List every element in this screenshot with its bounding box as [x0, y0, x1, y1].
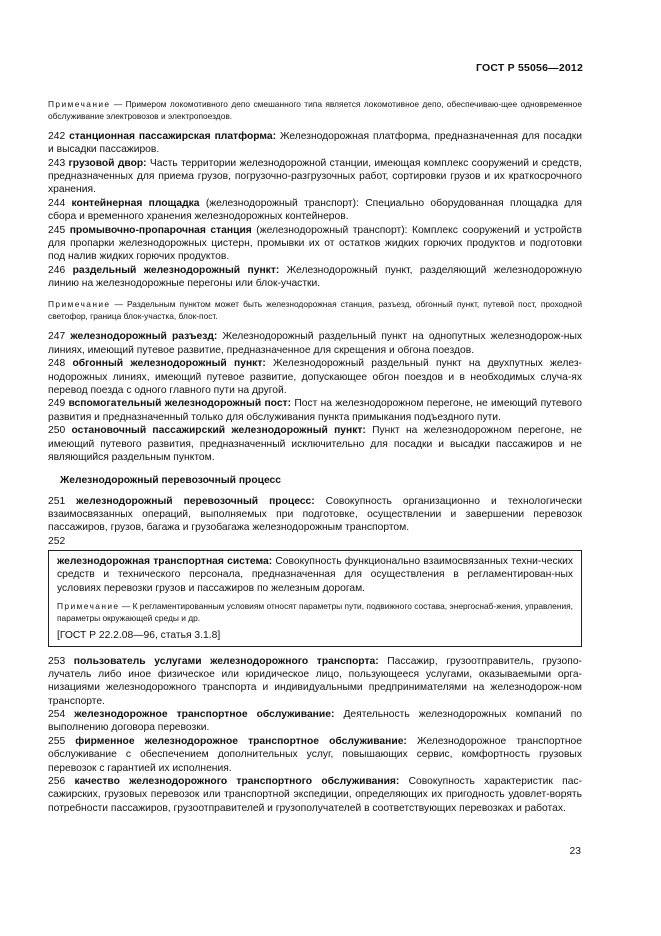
- entry-definition: Пассажир, грузоотправитель, грузопо-лучатель либо иное физическое или юридическое лицо, пользующееся услугами, оказываемыми орга-низациями железнодорожного транспорта и индивидуальными предпринимателями на железнодорож-ном транспорте.: [48, 655, 582, 707]
- entry-number: 253: [48, 655, 66, 667]
- entry-number: 243: [48, 157, 66, 169]
- term-entry-253: [48, 655, 582, 708]
- entry-definition: Часть территории железнодорожной станции, имеющая комплекс сооружений и средств, предназначенных для приема грузов, погрузочно-разгрузочных работ, сортировки грузов и их краткосрочного хранения.: [48, 157, 582, 196]
- term-entry-254: [48, 708, 582, 734]
- entry-number: 242: [48, 131, 66, 142]
- term-entry-244: [48, 197, 582, 223]
- entry-definition: Железнодорожный пункт, разделяющий железнодорожную линию на железнодорожные перегоны или блок-участки.: [48, 265, 582, 290]
- entry-term: железнодорожный перевозочный процесс:: [76, 495, 315, 507]
- entry-term: контейнерная площадка: [71, 198, 200, 210]
- entry-number: 249: [48, 398, 66, 410]
- term-entry-248: [48, 357, 582, 397]
- entry-number-252: 252: [48, 536, 66, 548]
- entry-term: обгонный железнодорожный пункт:: [72, 358, 266, 370]
- term-entry-251: [48, 495, 582, 535]
- note-regulated-conditions: [57, 600, 573, 624]
- page-content: [48, 90, 582, 815]
- entry-definition: Совокупность организационно и технологически взаимосвязанных операций, выполняемых при подготовке, осуществлении и завершении перевозок пассажиров, грузов, багажа и грузобагажа железнодорожным транспортом.: [48, 495, 582, 534]
- note-text: — Раздельным пунктом может быть железнодорожная станция, разъезд, обгонный пункт, путевой пост, проходной светофор, граница блок-участка, блок-пост.: [48, 299, 582, 322]
- note-text: — К регламентированным условиям относят параметры пути, подвижного состава, энергоснаб-жения, управления, параметры окружающей среды и др.: [57, 600, 573, 623]
- entry-term: качество железнодорожного транспортного обслуживания:: [74, 776, 400, 788]
- entry-term: железнодорожная транспортная система:: [57, 556, 273, 568]
- note-label: Примечание: [57, 600, 120, 611]
- entry-number: 246: [48, 265, 66, 277]
- entry-number: 248: [48, 358, 66, 370]
- source-reference: [ГОСТ Р 22.2.08—96, статья 3.1.8]: [57, 629, 221, 641]
- boxed-term-entry-252: [48, 550, 582, 647]
- entry-definition: Пункт на железнодорожном перегоне, не имеющий путевого развития, предназначенный исключительно для посадки и высадки пассажиров и не являющийся раздельным пунктом.: [48, 425, 582, 463]
- term-entry-247: [48, 330, 582, 356]
- entry-term: грузовой двор:: [68, 157, 147, 169]
- entry-number: 244: [48, 198, 66, 210]
- entry-number: 254: [48, 709, 66, 721]
- entry-definition: (железнодорожный транспорт): Комплекс сооружений и устройств для пропарки железнодорожных цистерн, промывки их от остатков жидких горючих продуктов и подготовки под налив жидких горючих продуктов.: [48, 224, 582, 263]
- note-separating-point: [48, 298, 582, 322]
- entry-term: станционная пассажирская платформа:: [69, 131, 277, 142]
- entry-definition: (железнодорожный транспорт): Специально оборудованная площадка для сбора и временного хранения железнодорожных контейнеров.: [48, 198, 582, 223]
- entry-term: вспомогательный железнодорожный пост:: [68, 398, 292, 410]
- entry-term: промывочно-пропарочная станция: [69, 224, 252, 236]
- note-label: Примечание: [48, 299, 111, 310]
- note-text: — Примером локомотивного депо смешанного типа является локомотивное депо, обеспечиваю-щее одновременное обслуживание электровозов и электропоездов.: [48, 99, 582, 121]
- entry-definition: Пост на железнодорожном перегоне, не имеющий путевого развития и предназначенный только для обслуживания пункта примыкания подъездного пути.: [48, 398, 582, 423]
- entry-definition: Железнодорожный раздельный пункт на двухпутных желез-нодорожных линиях, имеющий путевое развитие, допускающее обгон поездов и в необходимых случа-ях перевод поезда с одного главного пути на другой.: [48, 358, 582, 396]
- page-number: 23: [569, 846, 581, 857]
- entry-number: 247: [48, 331, 66, 343]
- term-entry-250: [48, 424, 582, 464]
- term-entry-245: [48, 224, 582, 264]
- term-entry-246: [48, 264, 582, 290]
- entry-number: 251: [48, 495, 66, 507]
- entry-number: 255: [48, 736, 66, 748]
- note-locomotive-depot: [48, 98, 582, 122]
- entry-definition: Железнодорожная платформа, предназначенная для посадки и высадки пассажиров.: [48, 131, 582, 156]
- entry-definition: Деятельность железнодорожных компаний по выполнению договора перевозки.: [48, 709, 582, 734]
- entry-term: железнодорожное транспортное обслуживание:: [74, 709, 335, 721]
- entry-term: железнодорожный разъезд:: [70, 331, 218, 343]
- entry-definition: Совокупность характеристик пас-сажирских, грузовых перевозок или транспортной экспедиции, определяющих их пригодность удовлет-ворять потребности пассажиров, грузоотправителей и грузополучателей в соответствующих перевозках и работах.: [48, 776, 582, 814]
- entry-term: пользователь услугами железнодорожного транспорта:: [73, 655, 379, 667]
- term-entry-243: [48, 157, 582, 197]
- entry-term: раздельный железнодорожный пункт:: [72, 265, 280, 277]
- entry-definition: Железнодорожный раздельный пункт на однопутных железнодорож-ных линиях, имеющий путевое развитие, предназначенное для скрещения и обгона поездов.: [48, 331, 582, 356]
- entry-term: остановочный пассажирский железнодорожный пункт:: [71, 425, 366, 437]
- entry-number: 250: [48, 425, 66, 437]
- document-header: ГОСТ Р 55056—2012: [475, 62, 583, 74]
- entry-number: 256: [48, 776, 66, 788]
- term-entry-249: [48, 397, 582, 423]
- entry-definition: Совокупность функционально взаимосвязанных техни-ческих средств и технического персонала, предназначенная для осуществления в регламентирован-ных условиях перевозки грузов и пассажиров по железным дорогам.: [57, 556, 574, 594]
- entry-term: фирменное железнодорожное транспортное обслуживание:: [75, 736, 407, 748]
- term-entry-252: [57, 555, 573, 595]
- section-heading: Железнодорожный перевозочный процесс: [60, 474, 281, 486]
- term-entry-255: [48, 735, 582, 775]
- entry-definition: Железнодорожное транспортное обслуживание с обеспечением дополнительных услуг, повышающих сервис, комфортность грузовых перевозок с гарантией их исполнения.: [48, 736, 582, 774]
- note-label: Примечание: [48, 99, 111, 109]
- term-entry-256: [48, 775, 582, 815]
- entry-number: 245: [48, 224, 66, 236]
- term-entry-242: [48, 130, 582, 156]
